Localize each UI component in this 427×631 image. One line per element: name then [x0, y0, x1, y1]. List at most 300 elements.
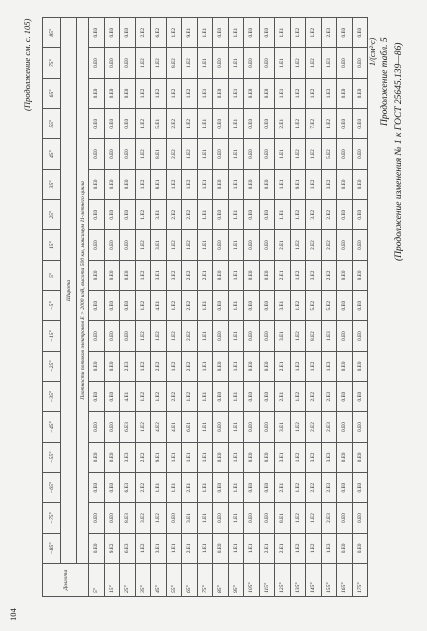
table-cell: 0.E0	[104, 473, 120, 503]
table-cell: 0.E0	[213, 109, 229, 139]
table-cell: 0.E0	[213, 382, 229, 412]
table-cell: 0.E0	[89, 382, 105, 412]
table-cell: 1.E1	[197, 291, 213, 321]
longitude-label: 65°	[182, 564, 198, 597]
longitude-label: 175°	[352, 564, 368, 597]
table-cell: 0.E0	[213, 412, 229, 442]
table-cell: 0.E0	[337, 109, 353, 139]
table-cell: 0.E0	[104, 442, 120, 472]
latitude-header: −25°	[43, 351, 61, 381]
longitude-label: 15°	[104, 564, 120, 597]
table-cell: 2.E3	[120, 351, 136, 381]
table-cell: 1.E2	[151, 48, 167, 78]
table-cell: 1.E2	[290, 382, 306, 412]
table-cell: 0.E0	[337, 412, 353, 442]
latitude-header: −85°	[43, 533, 61, 563]
table-cell: 0.E0	[89, 473, 105, 503]
table-cell: 1.E1	[228, 503, 244, 533]
table-cell: 0.E0	[337, 200, 353, 230]
table-cell: 1.E3	[321, 48, 337, 78]
table-cell: 1.E2	[166, 169, 182, 199]
table-cell: 0.E0	[104, 18, 120, 48]
table-cell: 1.E1	[275, 200, 291, 230]
table-cell: 1.E2	[182, 230, 198, 260]
table-cell: 0.E0	[337, 139, 353, 169]
table-cell: 1.E1	[228, 351, 244, 381]
table-cell: 0.E0	[89, 412, 105, 442]
table-cell: 0.E0	[213, 48, 229, 78]
table-cell: 1.E1	[197, 503, 213, 533]
table-cell: 0.E0	[352, 412, 368, 442]
table-cell: 1.E1	[228, 473, 244, 503]
table-cell: 1.E2	[182, 109, 198, 139]
table-cell: 8.E3	[120, 503, 136, 533]
table-cell: 0.E0	[352, 291, 368, 321]
table-cell: 0.E0	[337, 321, 353, 351]
table-cell: 0.E0	[337, 78, 353, 108]
table-row	[89, 18, 105, 597]
table-cell: 0.E0	[337, 533, 353, 563]
table-cell: 1.E2	[135, 533, 151, 563]
table-row	[337, 18, 353, 597]
table-cell: 0.E0	[89, 442, 105, 472]
table-cell: 0.E0	[89, 321, 105, 351]
table-cell: 1.E3	[321, 351, 337, 381]
table-cell: 1.E1	[166, 473, 182, 503]
longitude-label: 25°	[120, 564, 136, 597]
table-cell: 3.E1	[275, 412, 291, 442]
table-cell: 2.E2	[135, 473, 151, 503]
table-cell: 1.E2	[135, 321, 151, 351]
table-cell: 3.E3	[321, 442, 337, 472]
table-cell: 1.E1	[228, 291, 244, 321]
latitude-group-header: Широта	[61, 18, 77, 564]
table-cell: 3.E1	[151, 200, 167, 230]
table-cell: 0.E0	[104, 169, 120, 199]
table-cell: 6.E3	[120, 473, 136, 503]
table-cell: 1.E1	[197, 48, 213, 78]
table-cell: 2.E1	[197, 260, 213, 290]
latitude-header: −55°	[43, 442, 61, 472]
table-cell: 0.E0	[259, 200, 275, 230]
table-cell: 1.E2	[290, 200, 306, 230]
table-cell: 1.E3	[321, 321, 337, 351]
table-cell: 1.E2	[135, 291, 151, 321]
table-cell: 0.E0	[213, 78, 229, 108]
table-cell: 0.E0	[244, 412, 260, 442]
table-cell: 2.E2	[306, 412, 322, 442]
table-cell: 4.E2	[151, 412, 167, 442]
table-cell: 1.E2	[151, 78, 167, 108]
latitude-header: 35°	[43, 169, 61, 199]
table-cell: 0.E0	[89, 503, 105, 533]
table-cell: 3.E2	[306, 442, 322, 472]
table-cell: 2.E2	[135, 18, 151, 48]
table-row	[182, 18, 198, 597]
table-row	[213, 18, 229, 597]
table-cell: 2.E3	[321, 473, 337, 503]
table-cell: 9.E1	[182, 18, 198, 48]
table-cell: 1.E2	[290, 412, 306, 442]
table-cell: 2.E2	[306, 382, 322, 412]
table-cell: 2.E2	[166, 109, 182, 139]
table-cell: 0.E0	[213, 230, 229, 260]
table-cell: 0.E0	[244, 18, 260, 48]
table-cell: 0.E0	[244, 200, 260, 230]
table-cell: 1.E1	[228, 139, 244, 169]
table-cell: 0.E0	[259, 230, 275, 260]
table-cell: 0.E0	[337, 291, 353, 321]
table-cell: 1.E2	[166, 78, 182, 108]
table-cell: 0.E0	[120, 139, 136, 169]
table-cell: 1.E1	[228, 260, 244, 290]
table-cell: 0.E0	[352, 18, 368, 48]
table-cell: 1.E1	[228, 321, 244, 351]
table-cell: 0.E0	[337, 351, 353, 381]
table-cell: 1.E1	[197, 139, 213, 169]
latitude-header: −35°	[43, 382, 61, 412]
table-cell: 1.E2	[290, 260, 306, 290]
table-cell: 0.E0	[104, 321, 120, 351]
longitude-label: 75°	[197, 564, 213, 597]
table-cell: 1.E2	[290, 109, 306, 139]
table-cell: 1.E2	[182, 139, 198, 169]
table-cell: 0.E0	[104, 503, 120, 533]
table-cell: 2.E3	[321, 18, 337, 48]
table-cell: 2.E2	[182, 291, 198, 321]
table-cell: 0.E0	[89, 351, 105, 381]
table-cell: 0.E0	[213, 442, 229, 472]
table-cell: 1.E2	[306, 533, 322, 563]
latitude-header: 55°	[43, 109, 61, 139]
table-cell: 0.E0	[213, 260, 229, 290]
table-cell: 0.E0	[213, 18, 229, 48]
table-cell: 1.E1	[151, 473, 167, 503]
table-cell: 6.E3	[120, 412, 136, 442]
table-cell: 2.E1	[275, 473, 291, 503]
table-cell: 0.E0	[166, 503, 182, 533]
table-cell: 2.E1	[275, 382, 291, 412]
table-cell: 1.E2	[290, 48, 306, 78]
header-amendment-line: (Продолжение изменения № 1 к ГОСТ 25645.139—86)	[394, 42, 404, 261]
table-cell: 2.E2	[321, 230, 337, 260]
table-cell: 2.E1	[275, 260, 291, 290]
table-cell: 0.E0	[337, 442, 353, 472]
latitude-header: −15°	[43, 321, 61, 351]
table-cell: 0.E0	[352, 321, 368, 351]
table-cell: 0.E0	[352, 78, 368, 108]
table-cell: 0.E0	[213, 533, 229, 563]
table-cell: 0.E0	[244, 169, 260, 199]
table-cell: 1.E2	[290, 533, 306, 563]
table-cell: 1.E2	[306, 78, 322, 108]
table-cell: 0.E0	[352, 260, 368, 290]
table-cell: 4.E1	[120, 382, 136, 412]
table-cell: 1.E1	[228, 200, 244, 230]
table-cell: 1.E2	[182, 78, 198, 108]
table-cell: 3.E1	[151, 260, 167, 290]
table-cell: 1.E2	[166, 230, 182, 260]
latitude-header: 25°	[43, 200, 61, 230]
table-cell: 0.E0	[352, 48, 368, 78]
table-row	[259, 18, 275, 597]
table-cell: 8.E1	[151, 169, 167, 199]
table-cell: 0.E0	[104, 78, 120, 108]
table-cell: 1.E1	[228, 18, 244, 48]
latitude-header: 45°	[43, 139, 61, 169]
table-cell: 0.E0	[244, 291, 260, 321]
table-cell: 1.E1	[228, 78, 244, 108]
table-cell: 1.E1	[182, 442, 198, 472]
table-cell: 3.E2	[306, 260, 322, 290]
table-cell: 0.E0	[259, 260, 275, 290]
table-cell: 2.E2	[182, 200, 198, 230]
table-cell: 0.E0	[104, 230, 120, 260]
table-cell: 0.E0	[244, 503, 260, 533]
table-cell: 1.E2	[290, 18, 306, 48]
table-cell: 0.E0	[244, 78, 260, 108]
table-cell: 0.E0	[259, 48, 275, 78]
table-cell: 1.E1	[275, 78, 291, 108]
table-cell: 0.E0	[120, 260, 136, 290]
table-cell: 2.E1	[259, 533, 275, 563]
table-cell: 1.E2	[290, 442, 306, 472]
table-cell: 0.E0	[352, 109, 368, 139]
table-cell: 5.E1	[151, 109, 167, 139]
table-cell: 5.E2	[321, 291, 337, 321]
header-table-continuation: Продолжение табл. 5	[380, 37, 390, 126]
table-cell: 2.E2	[182, 260, 198, 290]
table-cell: 0.E0	[259, 18, 275, 48]
table-cell: 1.E1	[197, 109, 213, 139]
table-cell: 1.E1	[166, 442, 182, 472]
table-cell: 0.E0	[89, 533, 105, 563]
table-cell: 1.E2	[166, 18, 182, 48]
table-cell: 0.E0	[213, 473, 229, 503]
table-cell: 2.E2	[151, 351, 167, 381]
latitude-header: −45°	[43, 412, 61, 442]
table-cell: 0.E0	[244, 473, 260, 503]
table-body	[89, 18, 368, 597]
table-cell: 1.E1	[228, 109, 244, 139]
table-row	[321, 18, 337, 597]
latitude-header-row	[43, 18, 61, 597]
table-cell: 3.E1	[275, 442, 291, 472]
latitude-header: −65°	[43, 473, 61, 503]
table-cell: 1.E1	[197, 442, 213, 472]
longitude-label: 165°	[337, 564, 353, 597]
table-row	[120, 18, 136, 597]
table-cell: 0.E0	[259, 139, 275, 169]
table-cell: 9.E1	[151, 442, 167, 472]
table-cell: 0.E0	[352, 503, 368, 533]
table-cell: 5.E2	[306, 291, 322, 321]
longitude-label: 115°	[259, 564, 275, 597]
longitude-label: 35°	[135, 564, 151, 597]
table-cell: 1.E1	[228, 442, 244, 472]
table-cell: 0.E0	[89, 18, 105, 48]
table-row	[306, 18, 322, 597]
table-cell: 2.E3	[321, 382, 337, 412]
table-cell: 2.E2	[166, 139, 182, 169]
table-cell: 1.E2	[135, 230, 151, 260]
table-cell: 0.E0	[89, 48, 105, 78]
table-cell: 1.E1	[197, 533, 213, 563]
table-cell: 2.E2	[321, 200, 337, 230]
table-cell: 8.E2	[306, 321, 322, 351]
table-cell: 1.E2	[306, 351, 322, 381]
table-cell: 1.E2	[166, 351, 182, 381]
table-cell: 0.E0	[213, 351, 229, 381]
table-row	[166, 18, 182, 597]
table-cell: 1.E2	[290, 291, 306, 321]
table-cell: 1.E2	[306, 18, 322, 48]
table-cell: 0.E0	[337, 48, 353, 78]
table-cell: 1.E1	[228, 230, 244, 260]
table-cell: 0.E0	[213, 139, 229, 169]
table-caption: Плотности потоков электронов E > 2000 кэВ, высота 500 км, максимум 11-летнего цикла	[77, 18, 89, 564]
table-cell: 1.E1	[275, 169, 291, 199]
table-cell: 1.E2	[135, 260, 151, 290]
table-cell: 1.E2	[151, 321, 167, 351]
table-cell: 1.E2	[290, 473, 306, 503]
table-cell: 0.E0	[104, 200, 120, 230]
longitude-label: 5°	[89, 564, 105, 597]
table-cell: 0.E0	[104, 139, 120, 169]
table-cell: 1.E2	[135, 48, 151, 78]
table-cell: 2.E3	[321, 503, 337, 533]
table-cell: 2.E1	[275, 533, 291, 563]
table-cell: 0.E0	[104, 382, 120, 412]
table-cell: 1.E2	[290, 351, 306, 381]
longitude-label: 105°	[244, 564, 260, 597]
table-cell: 0.E0	[89, 169, 105, 199]
table-cell: 0.E0	[244, 351, 260, 381]
table-cell: 1.E2	[151, 503, 167, 533]
table-row	[197, 18, 213, 597]
table-row	[275, 18, 291, 597]
table-cell: 1.E2	[290, 78, 306, 108]
table-cell: 0.E0	[89, 230, 105, 260]
table-cell: 0.E0	[89, 109, 105, 139]
table-cell: 0.E0	[120, 321, 136, 351]
table-cell: 0.E0	[259, 78, 275, 108]
table-cell: 9.E2	[104, 533, 120, 563]
table-cell: 0.E0	[337, 169, 353, 199]
table-cell: 2.E1	[275, 351, 291, 381]
table-cell: 0.E0	[244, 48, 260, 78]
table-cell: 0.E0	[213, 503, 229, 533]
table-cell: 1.E1	[197, 200, 213, 230]
table-cell: 0.E0	[104, 260, 120, 290]
table-cell: 2.E2	[166, 200, 182, 230]
table-cell: 2.E2	[135, 442, 151, 472]
table-cell: 0.E0	[89, 200, 105, 230]
table-cell: 1.E2	[135, 382, 151, 412]
table-cell: 1.E2	[135, 200, 151, 230]
table-cell: 0.E0	[244, 442, 260, 472]
longitude-label: 55°	[166, 564, 182, 597]
table-cell: 0.E0	[104, 291, 120, 321]
table-cell: 1.E2	[182, 48, 198, 78]
table-cell: 1.E1	[228, 169, 244, 199]
table-cell: 1.E2	[135, 351, 151, 381]
table-cell: 4.E1	[151, 291, 167, 321]
table-cell: 1.E2	[166, 291, 182, 321]
table-cell: 0.E0	[259, 169, 275, 199]
table-cell: 0.E0	[259, 503, 275, 533]
longitude-label: 95°	[228, 564, 244, 597]
table-cell: 0.E0	[352, 382, 368, 412]
table-cell: 0.E0	[104, 109, 120, 139]
table-cell: 0.E0	[259, 412, 275, 442]
table-cell: 2.E2	[182, 351, 198, 381]
flux-density-table	[42, 17, 368, 597]
table-cell: 2.E2	[321, 260, 337, 290]
table-row	[244, 18, 260, 597]
latitude-header: 15°	[43, 230, 61, 260]
longitude-label: 45°	[151, 564, 167, 597]
table-cell: 0.E0	[259, 473, 275, 503]
table-cell: 1.E1	[275, 18, 291, 48]
table-cell: 1.E1	[197, 321, 213, 351]
table-cell: 1.E3	[321, 78, 337, 108]
table-cell: 0.E0	[244, 230, 260, 260]
header-units: 1/(см²·с)	[368, 37, 377, 66]
table-cell: 0.E0	[244, 260, 260, 290]
table-cell: 0.E0	[337, 230, 353, 260]
table-cell: 0.E0	[337, 382, 353, 412]
table-cell: 6.E3	[120, 533, 136, 563]
table-cell: 3.E2	[306, 200, 322, 230]
table-cell: 2.E2	[306, 230, 322, 260]
table-cell: 0.E0	[259, 382, 275, 412]
table-cell: 0.E0	[120, 48, 136, 78]
table-cell: 3.E1	[182, 503, 198, 533]
longitude-label: 125°	[275, 564, 291, 597]
table-cell: 0.E0	[89, 260, 105, 290]
table-cell: 1.E2	[290, 230, 306, 260]
table-cell: 0.E0	[352, 473, 368, 503]
longitude-column-header: Долгота	[43, 564, 89, 597]
table-row	[290, 18, 306, 597]
table-cell: 0.E0	[104, 412, 120, 442]
table-cell: 1.E2	[306, 169, 322, 199]
table-cell: 0.E0	[213, 200, 229, 230]
table-cell: 6.E1	[182, 412, 198, 442]
table-cell: 0.E0	[213, 321, 229, 351]
table-cell: 0.E0	[352, 230, 368, 260]
table-cell: 9.E1	[290, 169, 306, 199]
table-cell: 1.E1	[228, 48, 244, 78]
table-cell: 2.E1	[182, 533, 198, 563]
width-group-row	[61, 18, 77, 597]
table-row	[151, 18, 167, 597]
table-cell: 3.E2	[166, 260, 182, 290]
table-cell: 1.E1	[197, 169, 213, 199]
table-cell: 2.E1	[275, 230, 291, 260]
table-cell: 1.E1	[197, 382, 213, 412]
table-cell: 1.E1	[197, 473, 213, 503]
table-row	[228, 18, 244, 597]
table-cell: 1.E1	[275, 139, 291, 169]
caption-row	[77, 18, 89, 597]
table-cell: 0.E0	[352, 200, 368, 230]
table-cell: 0.E0	[352, 351, 368, 381]
table-cell: 0.E0	[352, 442, 368, 472]
table-cell: 0.E0	[244, 321, 260, 351]
table-cell: 1.E2	[135, 78, 151, 108]
